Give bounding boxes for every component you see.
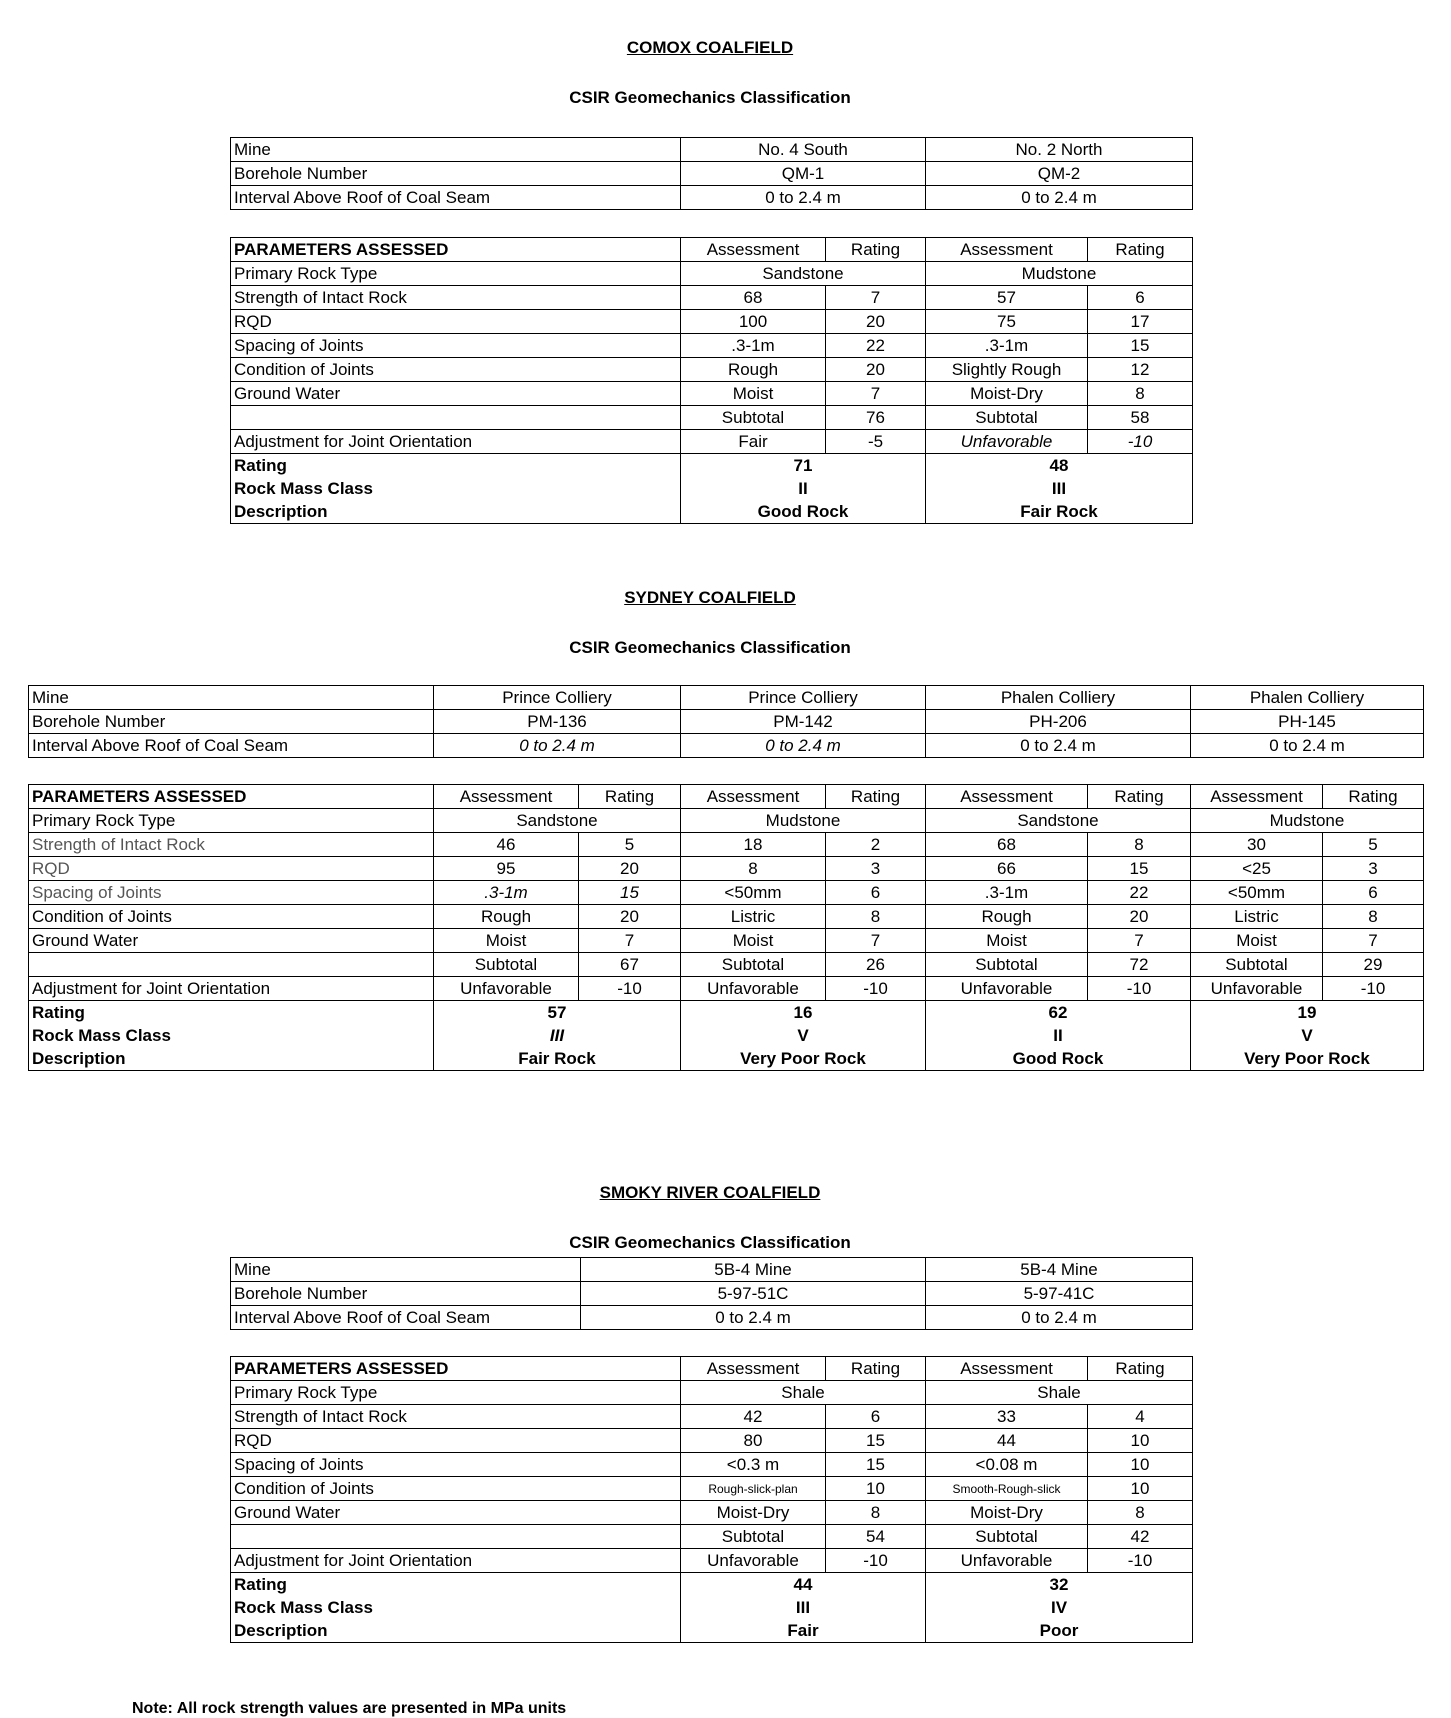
cell: 7 xyxy=(579,929,681,953)
cell: 15 xyxy=(1088,334,1193,358)
table-row xyxy=(231,1258,1193,1282)
info-value: No. 2 North xyxy=(926,138,1193,162)
column-header: Assessment xyxy=(434,785,579,809)
cell: 2 xyxy=(826,833,926,857)
cell: 8 xyxy=(1088,1501,1193,1525)
cell: 8 xyxy=(1088,833,1191,857)
cell: 6 xyxy=(1088,286,1193,310)
cell: -10 xyxy=(1323,977,1424,1001)
row-label: Rating xyxy=(231,1573,681,1597)
table-row xyxy=(231,1306,1193,1330)
cell: 95 xyxy=(434,857,579,881)
info-value: 0 to 2.4 m xyxy=(926,734,1191,758)
cell: .3-1m xyxy=(926,881,1088,905)
cell: 66 xyxy=(926,857,1088,881)
cell: .3-1m xyxy=(926,334,1088,358)
cell: 30 xyxy=(1191,833,1323,857)
cell: 29 xyxy=(1323,953,1424,977)
sydney-subtitle: CSIR Geomechanics Classification xyxy=(569,638,851,657)
cell: 7 xyxy=(826,929,926,953)
cell: -10 xyxy=(579,977,681,1001)
cell: Subtotal xyxy=(1191,953,1323,977)
cell: 7 xyxy=(826,382,926,406)
cell: 80 xyxy=(681,1429,826,1453)
info-label: Mine xyxy=(231,138,681,162)
info-value: 0 to 2.4 m xyxy=(1191,734,1424,758)
cell: 100 xyxy=(681,310,826,334)
row-label: Rating xyxy=(29,1001,434,1025)
sydney-parameters-table xyxy=(28,784,1424,1071)
info-value: Prince Colliery xyxy=(681,686,926,710)
cell: 15 xyxy=(826,1429,926,1453)
info-value: 0 to 2.4 m xyxy=(581,1306,926,1330)
cell: 8 xyxy=(1323,905,1424,929)
cell: Subtotal xyxy=(681,953,826,977)
row-label: Adjustment for Joint Orientation xyxy=(29,977,434,1001)
info-value: 5B-4 Mine xyxy=(926,1258,1193,1282)
table-row xyxy=(29,929,1424,953)
row-label: Rating xyxy=(231,454,681,478)
rock-type: Shale xyxy=(681,1381,926,1405)
row-label: Condition of Joints xyxy=(231,1477,681,1501)
info-value: 5-97-41C xyxy=(926,1282,1193,1306)
cell: 10 xyxy=(1088,1477,1193,1501)
table-row xyxy=(231,334,1193,358)
cell: 4 xyxy=(1088,1405,1193,1429)
table-row xyxy=(231,406,1193,430)
row-label: Description xyxy=(231,1619,681,1643)
table-row xyxy=(29,881,1424,905)
cell: 57 xyxy=(926,286,1088,310)
cell: Moist-Dry xyxy=(926,1501,1088,1525)
cell: 54 xyxy=(826,1525,926,1549)
cell: <0.3 m xyxy=(681,1453,826,1477)
cell: Unfavorable xyxy=(681,1549,826,1573)
cell: Poor xyxy=(926,1619,1193,1643)
row-label: RQD xyxy=(29,857,434,881)
cell: 75 xyxy=(926,310,1088,334)
info-label: Mine xyxy=(231,1258,581,1282)
row-label: RQD xyxy=(231,1429,681,1453)
rock-type: Mudstone xyxy=(926,262,1193,286)
row-label: Ground Water xyxy=(29,929,434,953)
cell: 20 xyxy=(826,310,926,334)
row-label: Condition of Joints xyxy=(231,358,681,382)
cell: Listric xyxy=(681,905,826,929)
info-value: PM-142 xyxy=(681,710,926,734)
cell: Good Rock xyxy=(681,500,926,524)
row-label: Primary Rock Type xyxy=(29,809,434,833)
cell: Moist xyxy=(434,929,579,953)
cell: Rough xyxy=(434,905,579,929)
info-value: PH-145 xyxy=(1191,710,1424,734)
cell: 67 xyxy=(579,953,681,977)
cell: Very Poor Rock xyxy=(681,1047,926,1071)
info-value: 0 to 2.4 m xyxy=(434,734,681,758)
cell: Subtotal xyxy=(926,953,1088,977)
info-value: 0 to 2.4 m xyxy=(926,1306,1193,1330)
table-row xyxy=(29,1001,1424,1025)
table-row xyxy=(29,1024,1424,1047)
cell: 76 xyxy=(826,406,926,430)
column-header: Rating xyxy=(1088,785,1191,809)
cell: Fair xyxy=(681,430,826,454)
cell: 10 xyxy=(1088,1453,1193,1477)
cell: 3 xyxy=(826,857,926,881)
info-value: QM-2 xyxy=(926,162,1193,186)
row-label: Description xyxy=(29,1047,434,1071)
table-row xyxy=(29,857,1424,881)
table-row xyxy=(29,686,1424,710)
cell: 42 xyxy=(681,1405,826,1429)
row-label: Primary Rock Type xyxy=(231,1381,681,1405)
cell: Fair Rock xyxy=(434,1047,681,1071)
cell: Unfavorable xyxy=(434,977,579,1001)
row-label: Description xyxy=(231,500,681,524)
smoky-subtitle: CSIR Geomechanics Classification xyxy=(569,1233,851,1252)
table-row xyxy=(231,500,1193,524)
cell: 18 xyxy=(681,833,826,857)
table-row xyxy=(231,358,1193,382)
cell: Moist xyxy=(1191,929,1323,953)
info-label: Borehole Number xyxy=(231,162,681,186)
table-row xyxy=(231,162,1193,186)
table-row xyxy=(231,382,1193,406)
info-value: PH-206 xyxy=(926,710,1191,734)
footnote: Note: All rock strength values are presented in MPa units xyxy=(132,1700,567,1717)
info-value: 0 to 2.4 m xyxy=(926,186,1193,210)
cell: Subtotal xyxy=(434,953,579,977)
column-header: Assessment xyxy=(681,1357,826,1381)
table-row xyxy=(29,833,1424,857)
row-label xyxy=(231,406,681,430)
cell: Unfavorable xyxy=(926,977,1088,1001)
column-header: Assessment xyxy=(681,785,826,809)
table-row xyxy=(29,977,1424,1001)
info-value: 5B-4 Mine xyxy=(581,1258,926,1282)
cell: -10 xyxy=(1088,1549,1193,1573)
cell: 46 xyxy=(434,833,579,857)
table-row xyxy=(231,477,1193,500)
rock-type: Sandstone xyxy=(681,262,926,286)
row-label: Rock Mass Class xyxy=(231,477,681,500)
cell: III xyxy=(681,1596,926,1619)
row-label: Spacing of Joints xyxy=(231,334,681,358)
row-label: Spacing of Joints xyxy=(231,1453,681,1477)
cell: Subtotal xyxy=(926,406,1088,430)
cell: 7 xyxy=(1088,929,1191,953)
cell: 62 xyxy=(926,1001,1191,1025)
cell: <50mm xyxy=(1191,881,1323,905)
cell: 15 xyxy=(1088,857,1191,881)
table-row xyxy=(231,1596,1193,1619)
row-label xyxy=(29,953,434,977)
cell: .3-1m xyxy=(681,334,826,358)
cell: 5 xyxy=(579,833,681,857)
rock-type: Sandstone xyxy=(926,809,1191,833)
column-header: Rating xyxy=(1088,238,1193,262)
cell: 6 xyxy=(1323,881,1424,905)
row-label: Spacing of Joints xyxy=(29,881,434,905)
table-row xyxy=(231,1282,1193,1306)
cell: Very Poor Rock xyxy=(1191,1047,1424,1071)
cell: 58 xyxy=(1088,406,1193,430)
table-row xyxy=(231,1453,1193,1477)
table-row xyxy=(231,454,1193,478)
cell: Rough xyxy=(681,358,826,382)
cell: Fair xyxy=(681,1619,926,1643)
cell: 22 xyxy=(826,334,926,358)
rock-type: Sandstone xyxy=(434,809,681,833)
row-label: Adjustment for Joint Orientation xyxy=(231,430,681,454)
cell: Rough xyxy=(926,905,1088,929)
cell: 48 xyxy=(926,454,1193,478)
table-row xyxy=(29,905,1424,929)
cell: 22 xyxy=(1088,881,1191,905)
column-header: Assessment xyxy=(1191,785,1323,809)
cell: -10 xyxy=(1088,430,1193,454)
cell: Unfavorable xyxy=(926,430,1088,454)
info-value: 0 to 2.4 m xyxy=(681,186,926,210)
cell: 20 xyxy=(579,905,681,929)
row-label: Primary Rock Type xyxy=(231,262,681,286)
info-label: Interval Above Roof of Coal Seam xyxy=(231,1306,581,1330)
table-row xyxy=(231,238,1193,262)
table-row xyxy=(231,1525,1193,1549)
cell: 42 xyxy=(1088,1525,1193,1549)
cell: 16 xyxy=(681,1001,926,1025)
table-row xyxy=(231,186,1193,210)
cell: 7 xyxy=(826,286,926,310)
row-label: Condition of Joints xyxy=(29,905,434,929)
smoky-parameters-table xyxy=(230,1356,1193,1643)
table-row xyxy=(29,953,1424,977)
cell: IV xyxy=(926,1596,1193,1619)
table-row xyxy=(29,1047,1424,1071)
row-label: Ground Water xyxy=(231,1501,681,1525)
cell: Moist xyxy=(681,929,826,953)
cell: 68 xyxy=(926,833,1088,857)
cell: 8 xyxy=(1088,382,1193,406)
column-header: Assessment xyxy=(926,785,1088,809)
table-row xyxy=(231,1501,1193,1525)
cell: 8 xyxy=(826,905,926,929)
table-row xyxy=(231,286,1193,310)
cell: 57 xyxy=(434,1001,681,1025)
cell: <0.08 m xyxy=(926,1453,1088,1477)
info-label: Borehole Number xyxy=(231,1282,581,1306)
column-header: Assessment xyxy=(926,238,1088,262)
column-header: Rating xyxy=(826,1357,926,1381)
cell: 3 xyxy=(1323,857,1424,881)
cell: Unfavorable xyxy=(926,1549,1088,1573)
comox-subtitle: CSIR Geomechanics Classification xyxy=(569,88,851,107)
cell: 71 xyxy=(681,454,926,478)
table-row xyxy=(231,138,1193,162)
cell: 68 xyxy=(681,286,826,310)
cell: 6 xyxy=(826,881,926,905)
info-value: 5-97-51C xyxy=(581,1282,926,1306)
comox-title: COMOX COALFIELD xyxy=(626,38,794,57)
table-row xyxy=(231,1573,1193,1597)
info-value: No. 4 South xyxy=(681,138,926,162)
cell: Subtotal xyxy=(926,1525,1088,1549)
table-row xyxy=(231,1619,1193,1643)
cell: <50mm xyxy=(681,881,826,905)
cell: 44 xyxy=(926,1429,1088,1453)
cell: III xyxy=(926,477,1193,500)
cell: 7 xyxy=(1323,929,1424,953)
cell: 19 xyxy=(1191,1001,1424,1025)
table-row xyxy=(231,430,1193,454)
cell: 15 xyxy=(826,1453,926,1477)
table-row xyxy=(231,1357,1193,1381)
info-label: Interval Above Roof of Coal Seam xyxy=(29,734,434,758)
column-header: Rating xyxy=(826,785,926,809)
cell: 5 xyxy=(1323,833,1424,857)
table-row xyxy=(231,1405,1193,1429)
table-row xyxy=(29,734,1424,758)
cell: 20 xyxy=(1088,905,1191,929)
cell: Good Rock xyxy=(926,1047,1191,1071)
cell: 17 xyxy=(1088,310,1193,334)
rock-type: Shale xyxy=(926,1381,1193,1405)
info-value: QM-1 xyxy=(681,162,926,186)
cell: 12 xyxy=(1088,358,1193,382)
cell: 15 xyxy=(579,881,681,905)
cell: Moist xyxy=(926,929,1088,953)
table-row xyxy=(231,1381,1193,1405)
cell: Unfavorable xyxy=(1191,977,1323,1001)
cell: Rough-slick-plan xyxy=(681,1477,826,1501)
row-label: Adjustment for Joint Orientation xyxy=(231,1549,681,1573)
row-label: Rock Mass Class xyxy=(231,1596,681,1619)
comox-parameters-table xyxy=(230,237,1193,524)
cell: -5 xyxy=(826,430,926,454)
cell: 33 xyxy=(926,1405,1088,1429)
row-label: Strength of Intact Rock xyxy=(231,286,681,310)
cell: .3-1m xyxy=(434,881,579,905)
cell: Moist-Dry xyxy=(926,382,1088,406)
cell: III xyxy=(434,1024,681,1047)
cell: <25 xyxy=(1191,857,1323,881)
cell: -10 xyxy=(1088,977,1191,1001)
comox-info-table xyxy=(230,137,1193,210)
row-label: RQD xyxy=(231,310,681,334)
column-header: PARAMETERS ASSESSED xyxy=(29,785,434,809)
cell: -10 xyxy=(826,977,926,1001)
info-value: Prince Colliery xyxy=(434,686,681,710)
cell: Subtotal xyxy=(681,406,826,430)
cell: V xyxy=(681,1024,926,1047)
table-row xyxy=(231,262,1193,286)
table-row xyxy=(231,310,1193,334)
cell: II xyxy=(681,477,926,500)
cell: 26 xyxy=(826,953,926,977)
cell: 44 xyxy=(681,1573,926,1597)
table-row xyxy=(29,809,1424,833)
table-row xyxy=(29,710,1424,734)
cell: 72 xyxy=(1088,953,1191,977)
info-value: 0 to 2.4 m xyxy=(681,734,926,758)
sydney-title: SYDNEY COALFIELD xyxy=(624,588,796,607)
cell: V xyxy=(1191,1024,1424,1047)
info-value: Phalen Colliery xyxy=(926,686,1191,710)
cell: Moist xyxy=(681,382,826,406)
cell: 10 xyxy=(1088,1429,1193,1453)
row-label: Strength of Intact Rock xyxy=(29,833,434,857)
cell: 8 xyxy=(681,857,826,881)
row-label: Strength of Intact Rock xyxy=(231,1405,681,1429)
cell: Listric xyxy=(1191,905,1323,929)
cell: 20 xyxy=(826,358,926,382)
cell: 32 xyxy=(926,1573,1193,1597)
cell: 20 xyxy=(579,857,681,881)
column-header: Rating xyxy=(579,785,681,809)
info-value: PM-136 xyxy=(434,710,681,734)
info-label: Interval Above Roof of Coal Seam xyxy=(231,186,681,210)
column-header: PARAMETERS ASSESSED xyxy=(231,238,681,262)
cell: 6 xyxy=(826,1405,926,1429)
smoky-title: SMOKY RIVER COALFIELD xyxy=(599,1183,821,1202)
cell: Moist-Dry xyxy=(681,1501,826,1525)
info-value: Phalen Colliery xyxy=(1191,686,1424,710)
smoky-info-table xyxy=(230,1257,1193,1330)
column-header: Rating xyxy=(1088,1357,1193,1381)
cell: 8 xyxy=(826,1501,926,1525)
column-header: Assessment xyxy=(926,1357,1088,1381)
rock-type: Mudstone xyxy=(681,809,926,833)
table-row xyxy=(231,1429,1193,1453)
cell: -10 xyxy=(826,1549,926,1573)
cell: Smooth-Rough-slick xyxy=(926,1477,1088,1501)
column-header: Rating xyxy=(826,238,926,262)
info-label: Mine xyxy=(29,686,434,710)
info-label: Borehole Number xyxy=(29,710,434,734)
table-row xyxy=(231,1477,1193,1501)
rock-type: Mudstone xyxy=(1191,809,1424,833)
column-header: Rating xyxy=(1323,785,1424,809)
cell: II xyxy=(926,1024,1191,1047)
sydney-info-table xyxy=(28,685,1424,758)
cell: Fair Rock xyxy=(926,500,1193,524)
table-row xyxy=(29,785,1424,809)
cell: 10 xyxy=(826,1477,926,1501)
column-header: Assessment xyxy=(681,238,826,262)
table-row xyxy=(231,1549,1193,1573)
cell: Subtotal xyxy=(681,1525,826,1549)
cell: Unfavorable xyxy=(681,977,826,1001)
cell: Slightly Rough xyxy=(926,358,1088,382)
row-label: Ground Water xyxy=(231,382,681,406)
row-label xyxy=(231,1525,681,1549)
row-label: Rock Mass Class xyxy=(29,1024,434,1047)
column-header: PARAMETERS ASSESSED xyxy=(231,1357,681,1381)
